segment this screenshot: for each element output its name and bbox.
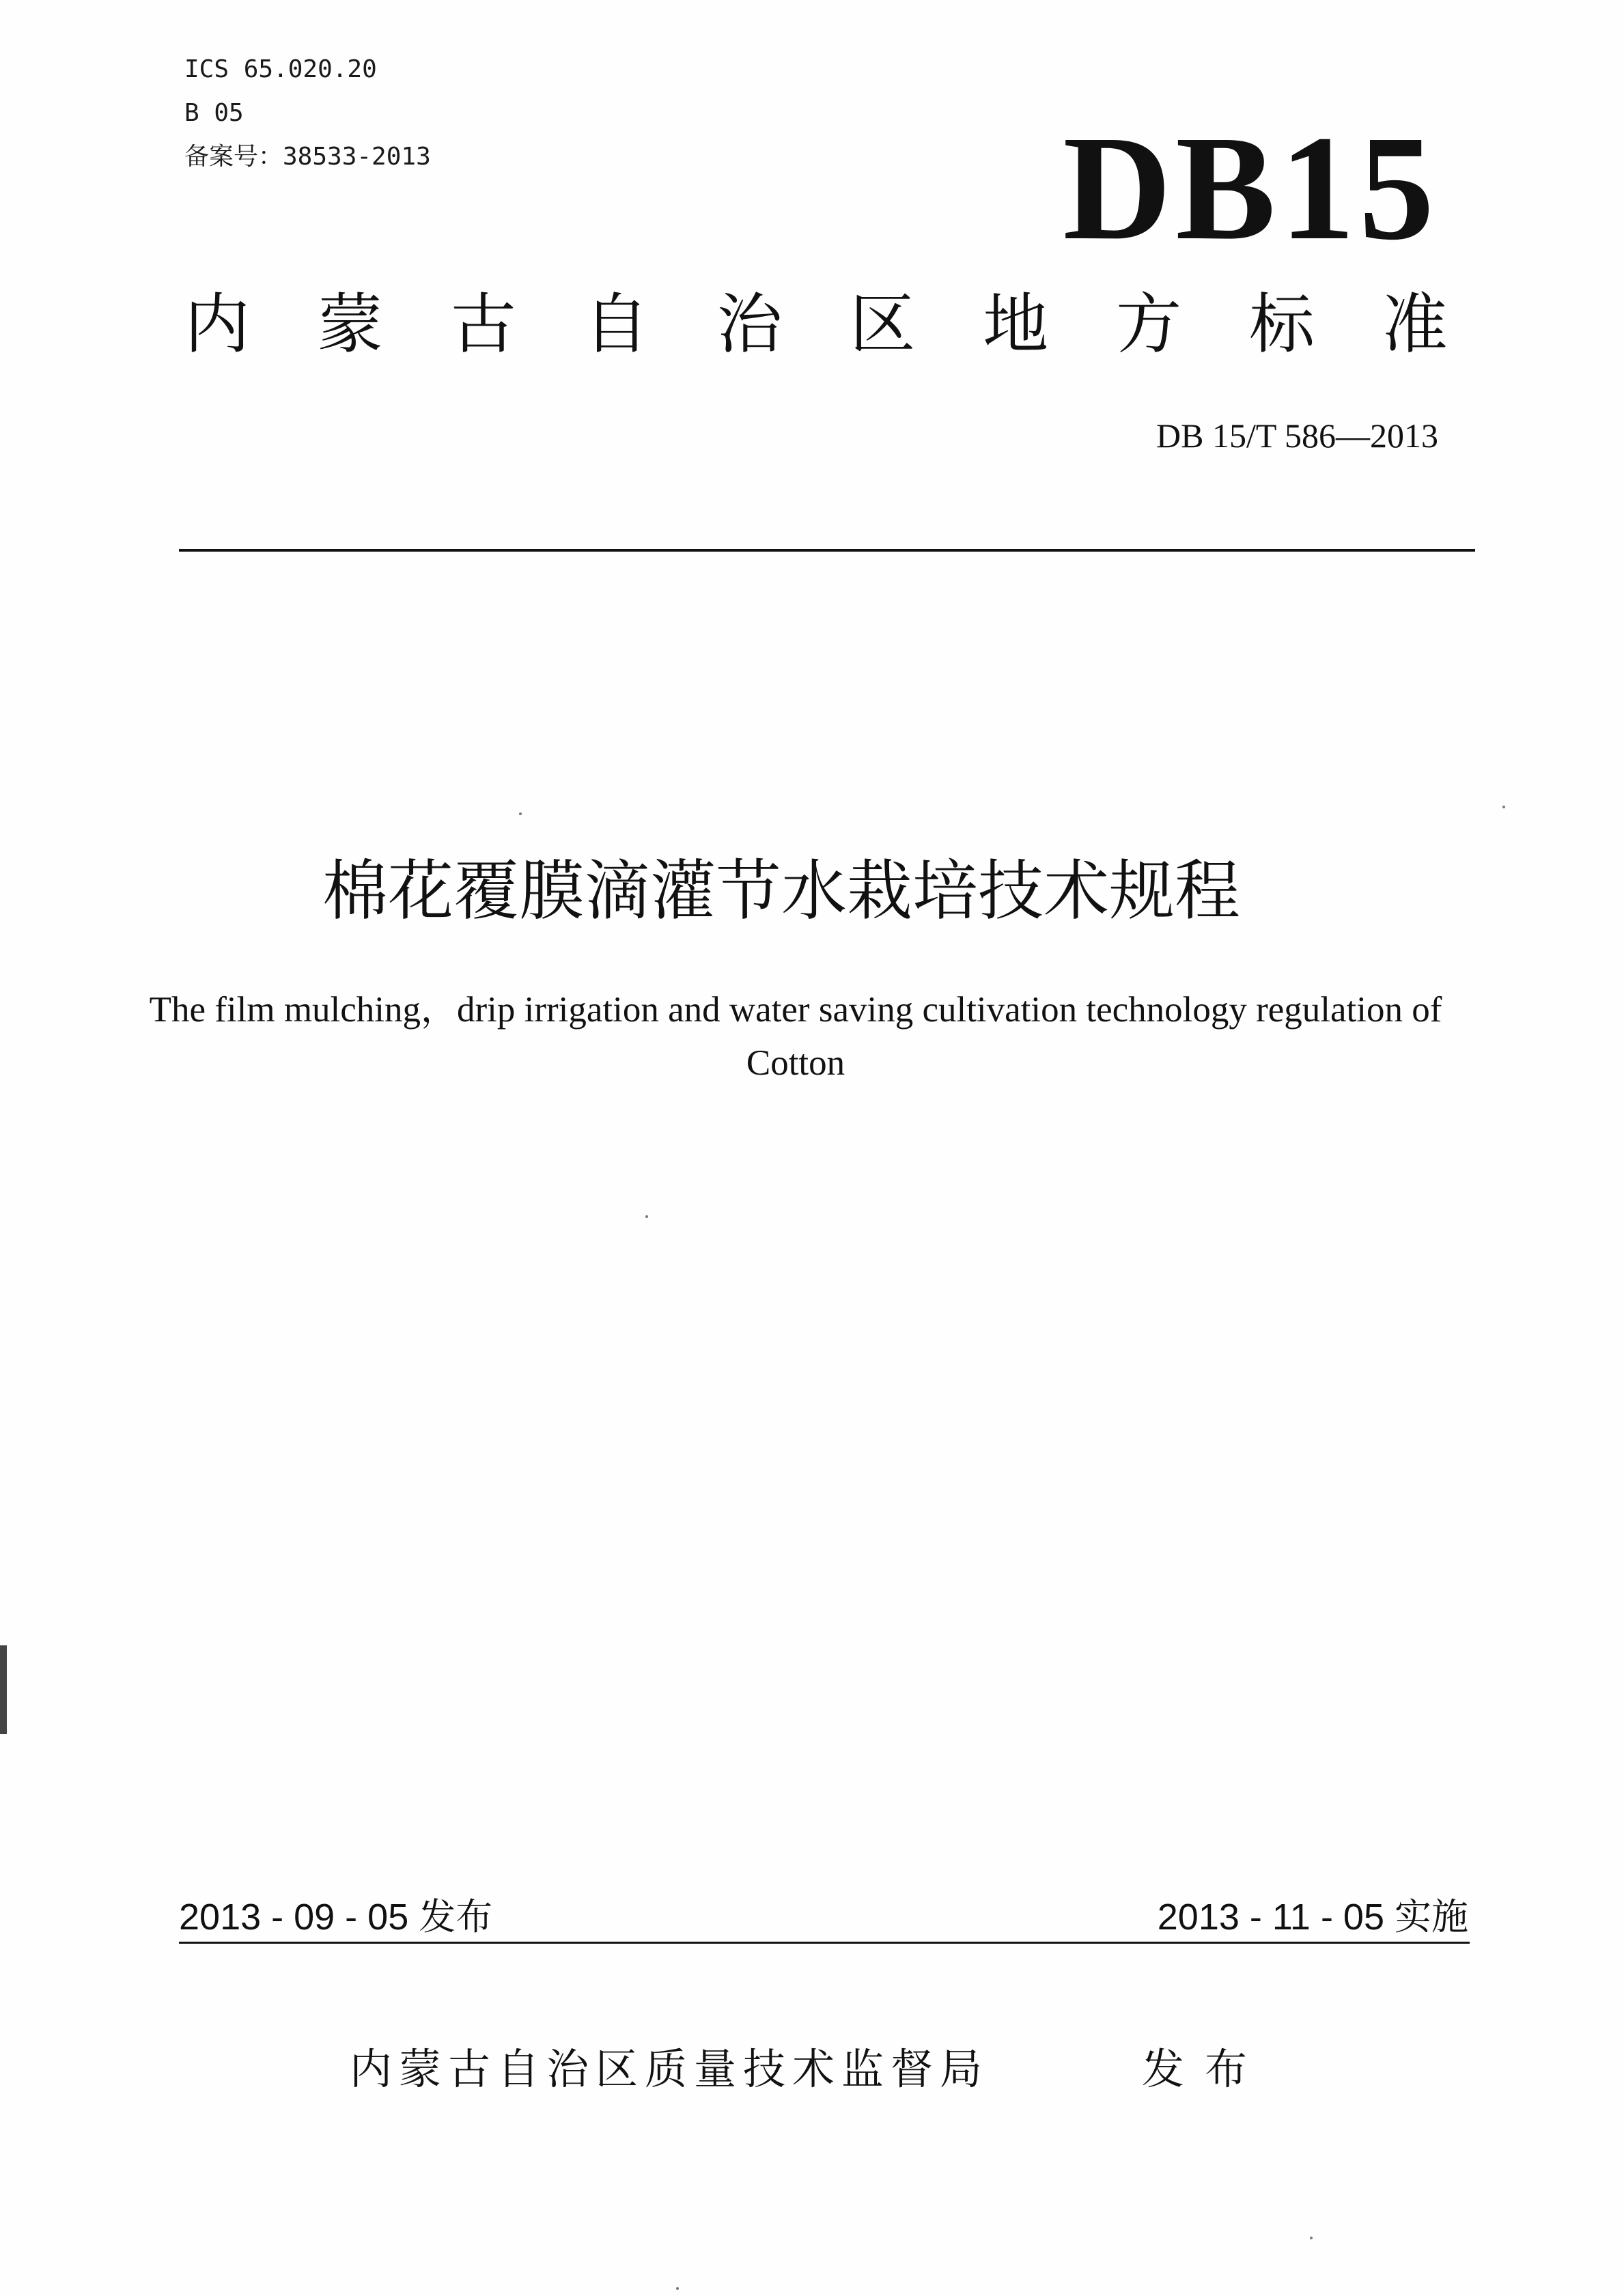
scan-speck xyxy=(1502,806,1505,808)
scan-speck xyxy=(645,1215,648,1218)
title-chinese: 棉花覆膜滴灌节水栽培技术规程 xyxy=(322,853,1240,929)
issue-verb: 发布 xyxy=(1142,2044,1268,2094)
standard-type-char: 古 xyxy=(450,286,516,363)
implementation-date: 2013 - 11 - 05 实施 xyxy=(1157,1897,1468,1938)
issue-date: 2013 - 09 - 05 发布 xyxy=(179,1897,493,1938)
bottom-divider xyxy=(179,1942,1470,1944)
standard-type-char: 自 xyxy=(583,286,649,363)
standard-number: DB 15/T 586—2013 xyxy=(1156,416,1438,455)
standard-type-char: 区 xyxy=(850,286,916,363)
standard-type-heading xyxy=(184,287,1448,362)
ccs-code: B 05 xyxy=(184,99,244,127)
title-english: The film mulching，drip irrigation and water saving cultivation technology regulation of Cotton xyxy=(149,990,1442,1083)
standard-type-char: 地 xyxy=(983,286,1049,363)
standard-type-char: 标 xyxy=(1249,286,1315,363)
ics-code: ICS 65.020.20 xyxy=(184,55,377,83)
standard-type-char: 方 xyxy=(1116,286,1182,363)
scan-speck xyxy=(1310,2237,1313,2239)
standard-code-logo: DB15 xyxy=(1063,104,1438,271)
scan-speck xyxy=(519,812,522,815)
standard-type-char: 蒙 xyxy=(317,286,383,363)
filing-number: 备案号：38533-2013 xyxy=(184,143,431,171)
standard-type-char: 治 xyxy=(716,286,783,363)
top-divider xyxy=(179,549,1475,552)
scan-speck xyxy=(676,2287,679,2290)
standard-type-char: 准 xyxy=(1382,286,1448,363)
issuing-authority: 内蒙古自治区质量技术监督局 xyxy=(350,2044,990,2094)
standard-type-char: 内 xyxy=(184,286,250,363)
scan-edge-mark xyxy=(0,1645,7,1734)
